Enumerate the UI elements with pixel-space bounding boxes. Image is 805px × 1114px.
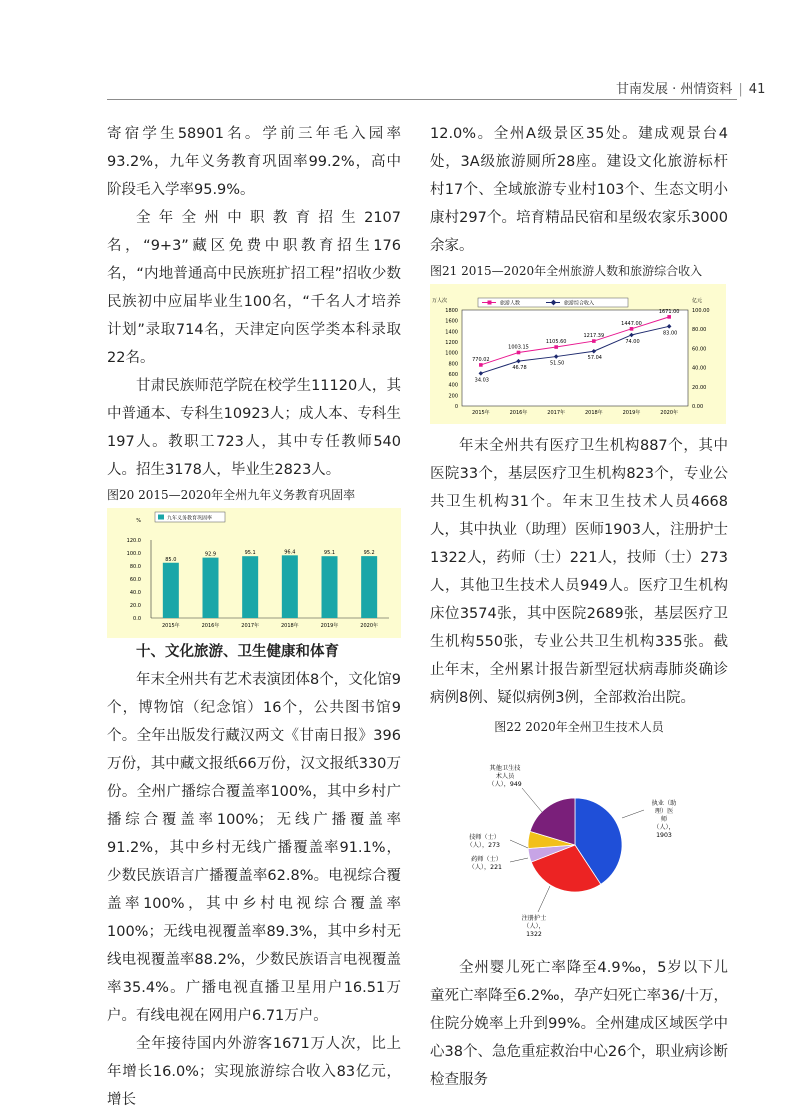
header-divider: | bbox=[738, 82, 743, 97]
fig21-data-label: 57.04 bbox=[587, 355, 602, 362]
fig20-legend-label: 九年义务教育巩固率 bbox=[167, 515, 213, 522]
fig21-right-tick: 0.00 bbox=[692, 404, 704, 410]
fig21-left-tick: 1000 bbox=[445, 350, 458, 357]
fig21-right-tick: 80.00 bbox=[692, 327, 707, 334]
fig20-data-label: 95.1 bbox=[323, 550, 336, 557]
fig21-data-label: 1105.60 bbox=[545, 339, 567, 346]
fig20-data-label: 96.4 bbox=[284, 549, 296, 556]
fig21-left-tick: 200 bbox=[448, 393, 458, 400]
fig22-label-doctor: （人）， bbox=[653, 824, 675, 831]
fig21-data-label: 51.50 bbox=[550, 360, 565, 367]
fig20-bar bbox=[242, 556, 258, 618]
fig22-svg bbox=[430, 740, 728, 950]
fig22-leader-other bbox=[522, 788, 542, 812]
fig22-label-doctor: 1903 bbox=[656, 832, 672, 839]
fig20-bar bbox=[203, 558, 219, 618]
fig21-xtick: 2019年 bbox=[622, 410, 641, 416]
fig21-left-tick: 0 bbox=[454, 404, 458, 410]
fig21-xtick: 2017年 bbox=[547, 410, 566, 416]
fig20-ytick: 20.0 bbox=[129, 603, 141, 609]
fig22-label-other: 术人员 bbox=[495, 773, 515, 780]
fig22-chart bbox=[430, 740, 728, 950]
fig20-ytick: 60.0 bbox=[129, 577, 141, 583]
left-column bbox=[107, 120, 401, 1114]
fig22-label-doctor: 师 bbox=[660, 816, 668, 823]
fig22-label-tech: 技师（士） bbox=[469, 834, 500, 841]
fig22-label-other: （人），949 bbox=[488, 781, 522, 788]
fig21-plot-area bbox=[462, 310, 688, 406]
fig22-label-doctor: 执业（助 bbox=[651, 800, 677, 807]
fig22-leader-nurse bbox=[538, 886, 550, 912]
fig20-ytick: 120.0 bbox=[126, 538, 141, 544]
fig20-ytick: 100.0 bbox=[126, 551, 141, 557]
section-heading: 十、文化旅游、卫生健康和体育 bbox=[136, 644, 339, 660]
right-column bbox=[430, 120, 728, 1094]
fig20-legend-swatch bbox=[158, 515, 164, 520]
fig21-legend-label: 旅游人数 bbox=[500, 300, 521, 307]
fig21-legend-marker bbox=[488, 301, 492, 305]
fig20-data-label: 95.2 bbox=[363, 550, 375, 557]
fig22-label-doctor: 理）医 bbox=[654, 808, 674, 815]
fig21-right-tick: 40.00 bbox=[692, 365, 707, 372]
fig22-leader-pharm bbox=[510, 858, 528, 862]
fig21-data-label: 770.02 bbox=[472, 356, 490, 363]
fig20-svg bbox=[107, 508, 401, 638]
fig20-bar bbox=[282, 555, 298, 618]
para-education-rates: 寄宿学生58901名。学前三年毛入园率93.2%，九年义务教育巩固率99.2%，高中阶段毛入学率95.9%。 bbox=[107, 126, 401, 198]
fig20-ytick: 40.0 bbox=[129, 590, 141, 596]
fig22-label-nurse: 1322 bbox=[526, 931, 542, 938]
fig21-left-axis-title: 万人次 bbox=[432, 298, 448, 304]
para-tourism-start: 全年接待国内外游客1671万人次，比上年增长16.0%；实现旅游综合收入83亿元，增长 bbox=[107, 1036, 401, 1108]
fig20-data-label: 95.1 bbox=[244, 550, 256, 557]
fig22-label-pharm: （人），221 bbox=[468, 864, 502, 871]
para-maternal: 全州婴儿死亡率降至4.9‰，5岁以下儿童死亡率降至6.2‰，孕产妇死亡率36/十万，住院分娩率上升到99%。全州建成区域医学中心38个、急危重症救治中心26个，职业病诊断检查服务 bbox=[430, 960, 728, 1088]
fig21-right-tick: 20.00 bbox=[692, 384, 707, 391]
fig21-svg bbox=[430, 284, 726, 424]
fig22-title: 图22 2020年全州卫生技术人员 bbox=[494, 720, 664, 734]
fig22-label-tech: （人），273 bbox=[466, 842, 500, 849]
fig20-title: 图20 2015—2020年全州九年义务教育巩固率 bbox=[107, 488, 356, 502]
fig21-data-label: 46.78 bbox=[512, 365, 527, 372]
fig21-xtick: 2018年 bbox=[584, 410, 603, 416]
fig21-left-tick: 600 bbox=[448, 372, 458, 378]
fig20-ytick: 0.0 bbox=[133, 616, 141, 622]
fig21-chart bbox=[430, 284, 726, 424]
fig21-left-tick: 1400 bbox=[445, 329, 458, 336]
fig21-data-label: 83.00 bbox=[663, 330, 678, 337]
fig21-left-tick: 1600 bbox=[445, 318, 458, 325]
fig20-xtick: 2018年 bbox=[280, 623, 299, 629]
fig22-label-other: 其他卫生技 bbox=[489, 765, 521, 772]
fig20-ytick: 80.0 bbox=[129, 564, 141, 570]
fig22-leader-doctor bbox=[622, 810, 644, 818]
fig21-left-tick: 400 bbox=[448, 382, 458, 389]
fig21-left-tick: 800 bbox=[448, 361, 458, 368]
para-health: 年末全州共有医疗卫生机构887个，其中医院33个，基层医疗卫生机构823个，专业公共卫生机构31个。年末卫生技术人员4668人，其中执业（助理）医师1903人，注册护士1322人，药师（士）221人，技师（士）273人，其他卫生技术人员949人。医疗卫生机构床位3574张，其中医院2689张，基层医疗卫生机构550张，专业公共卫生机构335张。截止年末，全州累计报告新型冠状病毒肺炎确诊病例8例、疑似病例3例，全部救治出院。 bbox=[430, 438, 728, 706]
fig21-point bbox=[592, 339, 596, 343]
fig21-data-label: 1217.39 bbox=[583, 333, 605, 340]
fig21-data-label: 34.03 bbox=[474, 377, 489, 384]
fig22-label-nurse: （人）， bbox=[523, 923, 545, 930]
fig21-point bbox=[554, 345, 558, 349]
fig21-data-label: 1003.15 bbox=[508, 344, 529, 351]
fig21-data-label: 1671.00 bbox=[658, 308, 680, 315]
fig22-label-pharm: 药师（士） bbox=[471, 856, 502, 863]
fig20-xtick: 2017年 bbox=[241, 623, 260, 629]
fig21-point bbox=[630, 327, 634, 331]
fig20-xtick: 2020年 bbox=[360, 623, 379, 629]
fig21-data-label: 1447.00 bbox=[621, 320, 642, 327]
page-number: 41 bbox=[748, 82, 766, 97]
fig21-point bbox=[517, 351, 521, 355]
page-header bbox=[616, 78, 765, 97]
fig20-xtick: 2016年 bbox=[201, 623, 220, 629]
para-culture: 年末全州共有艺术表演团体8个，文化馆9个，博物馆（纪念馆）16个，公共图书馆9个。全年出版发行藏汉两文《甘南日报》396万份，其中藏文报纸66万份，汉文报纸330万份。全州广播综合覆盖率100%，其中乡村广播综合覆盖率100%；无线广播覆盖率91.2%，其中乡村无线广播覆盖率91.1%，少数民族语言广播覆盖率62.8%。电视综合覆盖率100%，其中乡村电视综合覆盖率100%；无线电视覆盖率89.3%，其中乡村无线电视覆盖率88.2%，少数民族语言电视覆盖率35.4%。广播电视直播卫星用户16.51万户。有线电视在网用户6.71万户。 bbox=[107, 672, 401, 1024]
fig21-left-tick: 1800 bbox=[445, 308, 458, 314]
fig21-title: 图21 2015—2020年全州旅游人数和旅游综合收入 bbox=[430, 264, 703, 278]
fig21-right-tick: 100.00 bbox=[692, 308, 710, 314]
fig21-xtick: 2020年 bbox=[660, 410, 679, 416]
fig20-bar bbox=[163, 563, 179, 618]
fig21-left-tick: 1200 bbox=[445, 340, 458, 346]
header-title: 甘南发展 · 州情资料 bbox=[616, 82, 733, 97]
para-tourism-end: 12.0%。全州A级景区35处。建成观景台4处，3A级旅游厕所28座。建设文化旅游标杆村17个、全域旅游专业村103个、生态文明小康村297个。培育精品民宿和星级农家乐3000余家。 bbox=[430, 126, 728, 254]
fig21-legend-label: 旅游综合收入 bbox=[564, 300, 595, 307]
fig20-xtick: 2015年 bbox=[161, 623, 180, 629]
fig21-point bbox=[667, 315, 671, 319]
para-normal-college: 甘肃民族师范学院在校学生11120人，其中普通本、专科生10923人；成人本、专科生197人。教职工723人，其中专任教师540人。招生3178人，毕业生2823人。 bbox=[107, 378, 401, 478]
fig22-leader-tech bbox=[510, 840, 528, 848]
para-vocational: 全年全州中职教育招生2107名，“9+3”藏区免费中职教育招生176名，“内地普通高中民族班扩招工程”招收少数民族初中应届毕业生100名，“千名人才培养计划”录取714名，天津定向医学类本科录取22名。 bbox=[107, 210, 401, 366]
fig21-data-label: 74.00 bbox=[625, 338, 640, 345]
fig21-right-axis-title: 亿元 bbox=[692, 298, 703, 304]
fig22-label-nurse: 注册护士 bbox=[521, 915, 547, 922]
fig21-point bbox=[479, 363, 483, 367]
fig20-ylabel: % bbox=[136, 518, 141, 524]
fig20-xtick: 2019年 bbox=[320, 623, 339, 629]
fig21-xtick: 2016年 bbox=[509, 410, 528, 416]
fig20-bar bbox=[361, 556, 377, 618]
fig20-bar bbox=[322, 556, 338, 618]
fig21-right-tick: 60.00 bbox=[692, 346, 707, 353]
fig20-data-label: 85.0 bbox=[165, 556, 177, 563]
fig20-chart bbox=[107, 508, 401, 638]
header-rule bbox=[107, 99, 737, 100]
fig20-data-label: 92.9 bbox=[204, 551, 217, 558]
fig21-xtick: 2015年 bbox=[471, 410, 490, 416]
